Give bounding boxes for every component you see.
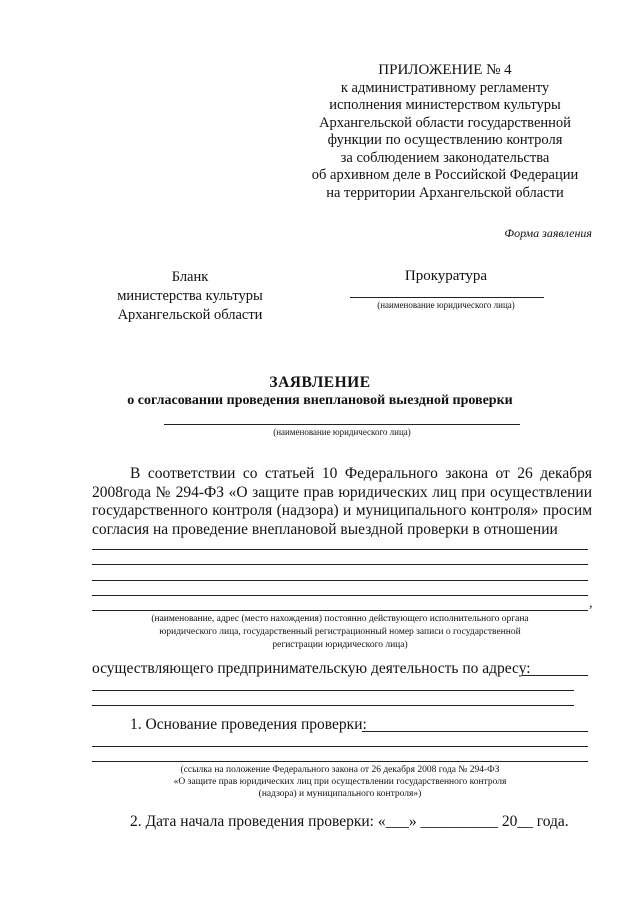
- organization-caption: [100, 613, 580, 652]
- start-date-row: [130, 813, 569, 831]
- fill-line: [92, 564, 588, 565]
- recipient-caption: (наименование юридического лица): [377, 300, 515, 310]
- fill-line: [92, 549, 588, 550]
- caption-line: (наименование, адрес (место нахождения) постоянно действующего исполнительного органа: [151, 614, 529, 624]
- caption-line: (надзора) и муниципального контроля»): [258, 789, 422, 799]
- fill-line: [92, 746, 588, 747]
- letterhead-line: Архангельской области: [117, 307, 263, 323]
- appendix-line: на территории Архангельской области: [326, 184, 564, 201]
- subtitle-caption: (наименование юридического лица): [273, 427, 411, 437]
- caption-line: «О защите прав юридических лиц при осуществлении государственного контроля: [173, 777, 507, 787]
- recipient-name: Прокуратура: [404, 268, 488, 284]
- fill-line: [92, 705, 574, 706]
- day-field: «___»: [377, 813, 417, 830]
- comma-mark: ,: [589, 596, 593, 611]
- caption-line: регистрации юридического лица): [272, 640, 408, 650]
- letterhead-block: [100, 268, 280, 325]
- appendix-line: об архивном деле в Российской Федерации: [311, 167, 579, 183]
- body-paragraph: В соответствии со статьей 10 Федерального закона от 26 декабря 2008года № 294-ФЗ «О защите прав юридических лиц при осуществлении государственного контроля (надзора) и муниципального контроля» просим согласия на проведение внеплановой выездной проверки в отношении: [92, 465, 592, 538]
- caption-line: (ссылка на положение Федерального закона от 26 декабря 2008 года № 294-ФЗ: [180, 765, 500, 775]
- start-date-label: 2. Дата начала проведения проверки:: [130, 813, 374, 830]
- appendix-line: исполнения министерством культуры: [329, 97, 561, 113]
- appendix-title: ПРИЛОЖЕНИЕ № 4: [378, 62, 512, 78]
- month-field: __________: [420, 813, 498, 830]
- recipient-underline: [350, 297, 544, 298]
- document-title: ЗАЯВЛЕНИЕ: [269, 374, 371, 391]
- activity-label: осуществляющего предпринимательскую деятельность по адресу:: [92, 660, 531, 677]
- subtitle-underline: [164, 424, 520, 425]
- fill-line: [92, 595, 588, 596]
- form-label: Форма заявления: [504, 226, 592, 240]
- caption-line: юридического лица, государственный регистрационный номер записи о государственной: [159, 627, 521, 637]
- letterhead-line: министерства культуры: [117, 288, 263, 304]
- appendix-line: Архангельской области государственной: [319, 114, 571, 131]
- fill-line: [92, 761, 588, 762]
- document-subtitle: о согласовании проведения внеплановой выездной проверки: [127, 393, 513, 408]
- law-reference-caption: [120, 764, 560, 800]
- appendix-block: [300, 62, 590, 202]
- basis-fill-line: [362, 731, 588, 732]
- year-field: 20__ года.: [501, 813, 569, 830]
- appendix-line: к административному регламенту: [340, 79, 550, 96]
- basis-label: 1. Основание проведения проверки:: [130, 716, 367, 733]
- address-fill-line: [522, 675, 588, 676]
- appendix-line: за соблюдением законодательства: [340, 149, 550, 166]
- fill-line: [92, 580, 588, 581]
- letterhead-line: Бланк: [171, 269, 209, 285]
- fill-line: [92, 610, 588, 611]
- fill-line: [92, 690, 574, 691]
- appendix-line: функции по осуществлению контроля: [327, 132, 563, 148]
